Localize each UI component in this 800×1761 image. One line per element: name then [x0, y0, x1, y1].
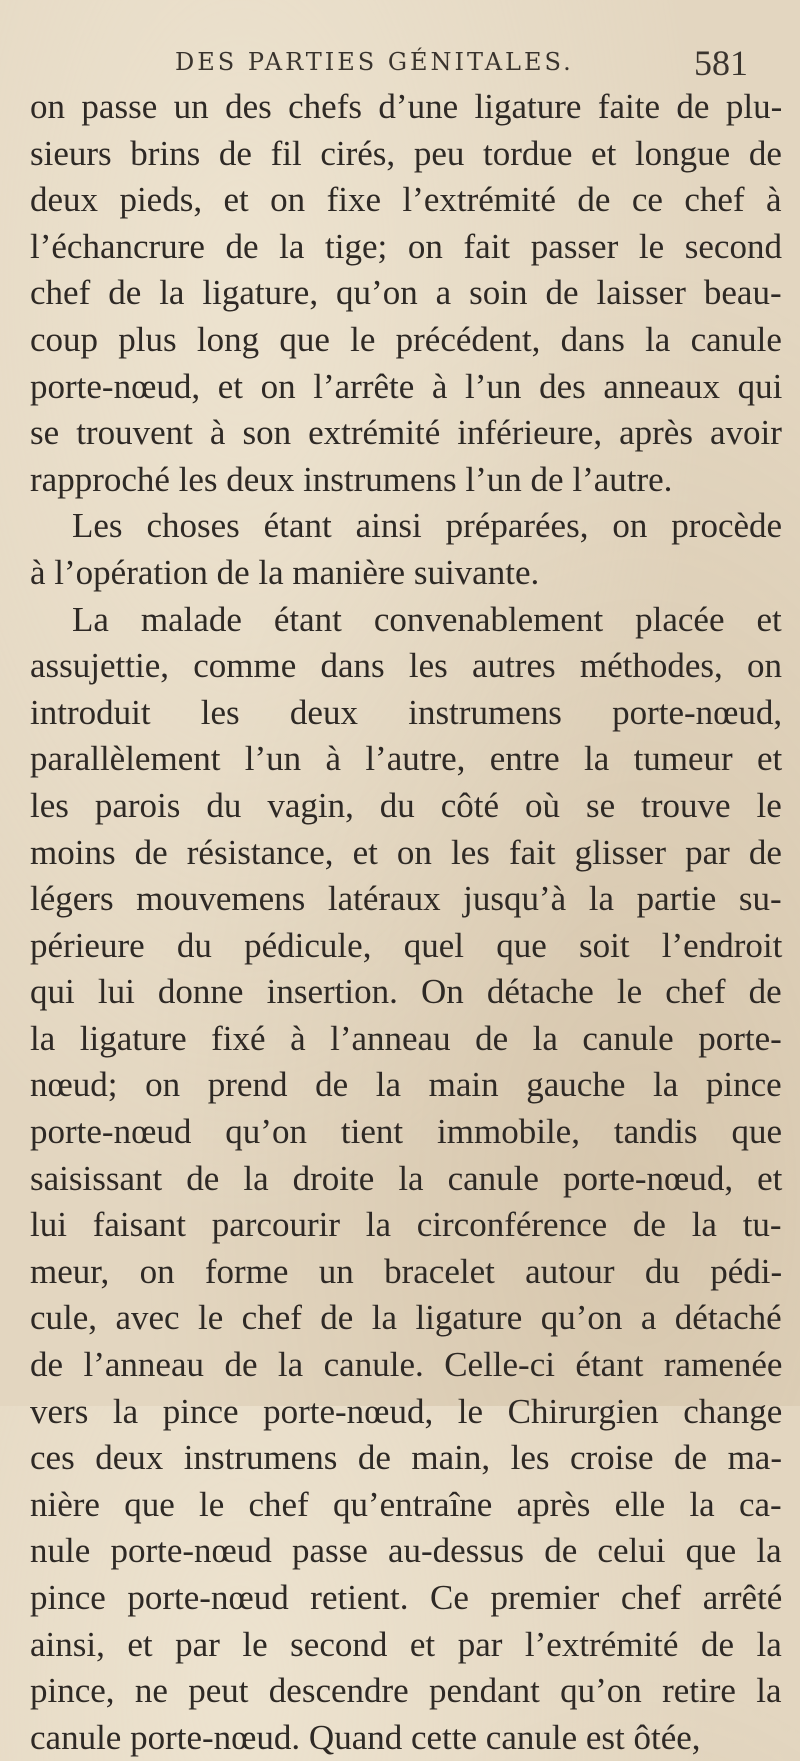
text-line: moins de résistance, et on les fait glisser par de [30, 832, 782, 872]
text-line: Les choses étant ainsi préparées, on procède [72, 506, 783, 546]
text-line: assujettie, comme dans les autres méthodes, on [30, 646, 783, 686]
text-line: périeure du pédicule, quel que soit l’endroit [30, 925, 783, 965]
text-line: qui lui donne insertion. On détache le chef de [30, 972, 782, 1012]
text-line: ainsi, et par le second et par l’extrémité de la [30, 1624, 782, 1664]
text-line: à l’opération de la manière suivante. [30, 552, 540, 592]
text-line: introduit les deux instrumens porte-nœud, [30, 692, 783, 732]
text-line: sieurs brins de fil cirés, peu tordue et longue de [30, 133, 782, 173]
text-line: deux pieds, et on fixe l’extrémité de ce chef à [30, 180, 782, 220]
page-number: 581 [694, 43, 748, 83]
running-head [0, 43, 800, 88]
text-line: lui faisant parcourir la circonférence de la tu- [30, 1205, 782, 1245]
text-line: la ligature fixé à l’anneau de la canule porte- [30, 1018, 782, 1058]
text-line: on passe un des chefs d’une ligature faite de plu- [30, 87, 783, 126]
text-line: cule, avec le chef de la ligature qu’on a détaché [30, 1298, 782, 1338]
text-line: l’échancrure de la tige; on fait passer le second [30, 226, 782, 266]
text-line: chef de la ligature, qu’on a soin de laisser beau- [30, 273, 782, 313]
body-text [30, 84, 790, 1761]
running-title: DES PARTIES GÉNITALES. [175, 48, 574, 76]
text-line: porte-nœud, et on l’arrête à l’un des anneaux qui [30, 366, 783, 406]
text-line: La malade étant convenablement placée et [72, 599, 782, 639]
text-line: vers la pince porte-nœud, le Chirurgien change [30, 1391, 783, 1431]
text-line: porte-nœud qu’on tient immobile, tandis que [30, 1112, 783, 1152]
text-line: les parois du vagin, du côté où se trouve le [30, 785, 782, 825]
text-line: meur, on forme un bracelet autour du pédi- [30, 1251, 783, 1291]
text-line: légers mouvemens latéraux jusqu’à la partie su- [30, 879, 782, 919]
text-line: coup plus long que le précédent, dans la canule [30, 319, 782, 359]
text-line: ces deux instrumens de main, les croise de ma- [30, 1438, 782, 1478]
text-line: pince porte-nœud retient. Ce premier chef arrêté [30, 1578, 783, 1617]
text-line: saisissant de la droite la canule porte-nœud, et [30, 1158, 783, 1198]
text-line: nule porte-nœud passe au-dessus de celui que la [30, 1531, 782, 1571]
text-line: se trouvent à son extrémité inférieure, après avoir [30, 413, 782, 453]
text-line: nière que le chef qu’entraîne après elle la ca- [30, 1484, 782, 1524]
text-line: canule porte-nœud. Quand cette canule est ôtée, [30, 1717, 701, 1757]
text-line: nœud; on prend de la main gauche la pince [30, 1065, 782, 1105]
text-line: rapproché les deux instrumens l’un de l’autre. [30, 459, 673, 499]
text-line: pince, ne peut descendre pendant qu’on retire la [30, 1671, 782, 1711]
text-line: de l’anneau de la canule. Celle-ci étant ramenée [30, 1345, 783, 1385]
text-line: parallèlement l’un à l’autre, entre la tumeur et [30, 739, 783, 779]
